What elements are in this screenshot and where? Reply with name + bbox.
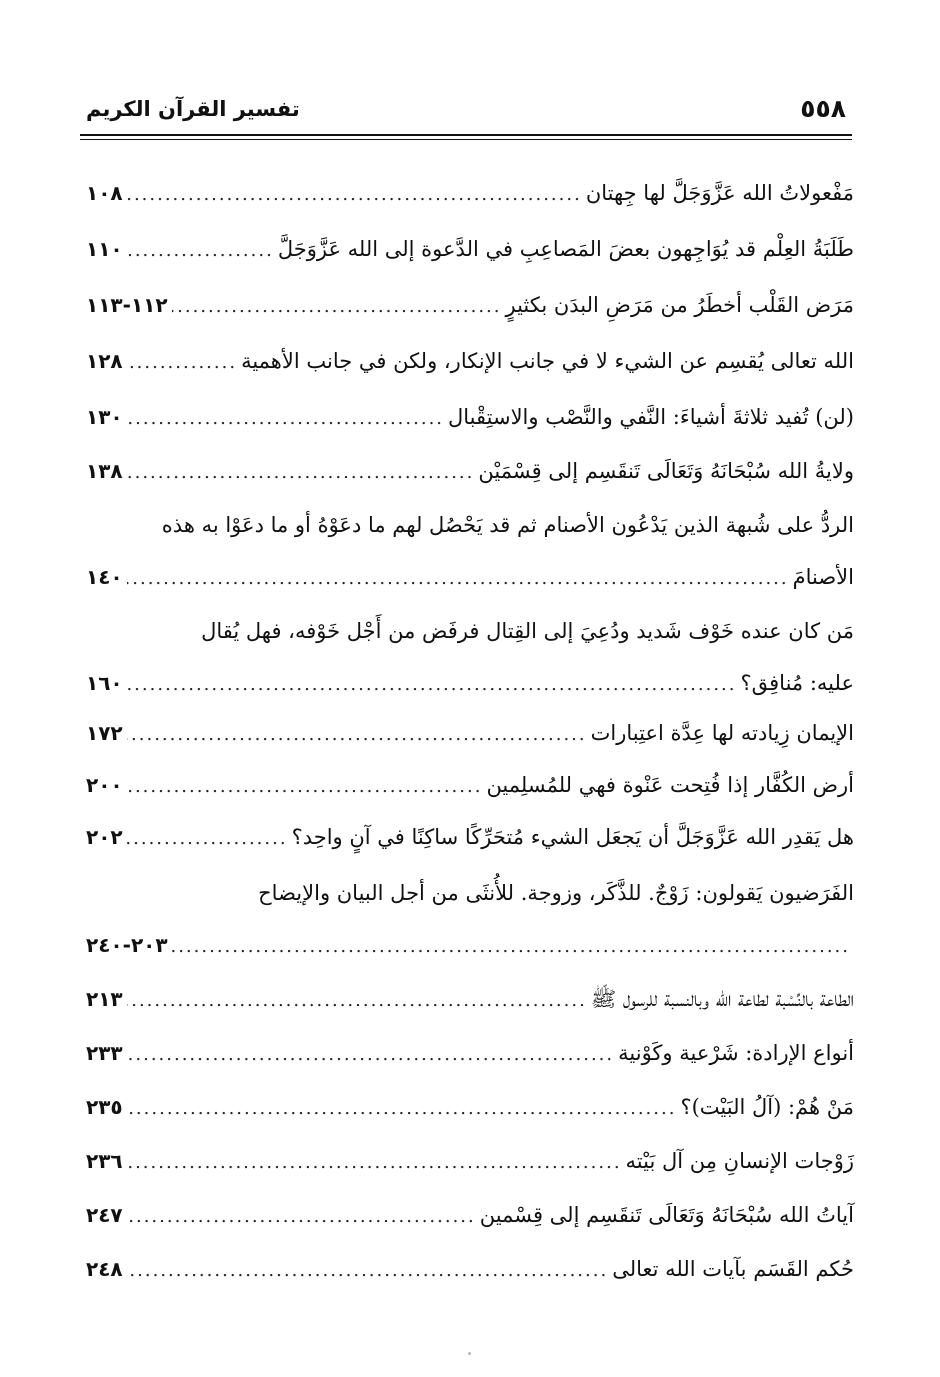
dot-leader [127,1200,476,1230]
toc-entry-title: مَن كان عنده خَوْف شَديد ودُعِيَ إلى القِتال فرفَض من أَجْل خَوْفه، فهل يُقال [201,619,854,643]
scan-speck [468,1352,471,1355]
header-divider-thin [80,139,852,140]
toc-entry-page: ٢٣٦ [86,1149,123,1173]
toc-entry [86,442,854,486]
toc-entry [86,1186,854,1230]
toc-entry [86,1240,854,1284]
toc-entry-page: ٢٤٨ [86,1257,123,1281]
toc-entry-title: طَلَبَةُ العِلْم قد يُوَاجِهون بعضَ المَصاعِبِ في الدَّعوة إلى الله عَزَّوَجَلَّ [277,237,854,261]
toc-entry-continued [86,602,854,646]
dot-leader [127,822,288,852]
dot-leader [127,1146,622,1176]
toc-entry-title: أرض الكُفَّار إذا فُتِحت عَنْوة فهي للمُسلِمين [486,773,854,797]
dot-leader [172,930,850,960]
toc-entry-page: ١٠٨ [86,181,123,205]
book-title: تفسير القرآن الكريم [86,97,300,121]
dot-leader [127,770,483,800]
dot-leader [127,984,587,1014]
toc-entry-page: ١١٠ [86,237,123,261]
toc-entry-page: ١١٢-١١٣ [86,293,168,317]
toc-entry [86,332,854,376]
page-header [80,92,852,132]
toc-entry [86,916,854,960]
toc-entry-page: ٢١٣ [86,987,123,1011]
toc-entry [86,704,854,748]
dot-leader [127,668,737,698]
toc-entry-page: ٢٠٣-٢٤٠ [86,933,168,957]
dot-leader [172,290,502,320]
toc-entry [86,808,854,852]
dot-leader [127,1254,609,1284]
dot-leader [127,562,789,592]
toc-entry-page: ٢٤٧ [86,1203,123,1227]
toc-entry-title: زَوْجات الإنسانِ مِن آل بَيْته [625,1149,854,1173]
toc-entry-title: مَرَض القَلْب أخطَرُ من مَرَضِ البدَن بكثيرٍ [505,293,854,317]
toc-entry-title: الفَرَضيون يَقولون: زَوْجٌ. للذَّكَر، وزوجة. للأُنثَى من أجل البيان والإيضاح [258,881,854,905]
toc-entry-page: ١٦٠ [86,671,123,695]
toc-entry-title: مَفْعولاتُ الله عَزَّوَجَلَّ لها جِهتان [585,181,854,205]
toc-entry [86,1132,854,1176]
toc-entry-page: ١٣٨ [86,459,123,483]
toc-entry-title: الطاعة بالنِّسْبة لطاعة الله وبالنسبة للرسول ﷺ [590,987,854,1011]
dot-leader [127,402,444,432]
toc-entry-continued [86,496,854,540]
toc-entry [86,276,854,320]
dot-leader [127,718,587,748]
toc-entry-page: ٢٣٥ [86,1095,123,1119]
toc-entry [86,220,854,264]
toc-entry [86,388,854,432]
toc-entry-title: مَنْ هُمْ: (آلُ البَيْت)؟ [680,1095,854,1119]
toc-entry-page: ١٤٠ [86,565,123,589]
toc-entry-title: آياتُ الله سُبْحَانَهُ وَتَعَالَى تَنقَسِم إلى قِسْمين [479,1203,854,1227]
toc-entry-title: ولايةُ الله سُبْحَانَهُ وَتَعَالَى تَنقَسِم إلى قِسْمَيْن [478,459,854,483]
toc-entry-page: ٢٣٣ [86,1041,123,1065]
toc-entry-title: حُكم القَسَم بآيات الله تعالى [612,1257,854,1281]
toc-entry [86,548,854,592]
toc-entry-title: الأصنامَ [792,565,854,589]
toc-entry [86,654,854,698]
dot-leader [127,1038,615,1068]
toc-entry-page: ١٢٨ [86,349,123,373]
toc-entry-title: الردُّ على شُبهة الذين يَدْعُون الأصنام ثم قد يَحْصُل لهم ما دعَوْهُ أو ما دعَوْا به هذه [161,513,854,537]
dot-leader [127,1092,677,1122]
toc-entry-title: (لن) تُفيد ثلاثةَ أشياءَ: النَّفي والنَّصْب والاستِقْبال [448,405,854,429]
header-divider [80,134,852,136]
toc-entry [86,1024,854,1068]
toc-entry [86,164,854,208]
toc-entry-title: أنواع الإرادة: شَرْعية وكَوْنية [618,1041,854,1065]
toc-entry-page: ١٧٢ [86,721,123,745]
toc-entry [86,756,854,800]
toc-entry-title: الله تعالى يُقسِم عن الشيء لا في جانب الإنكار، ولكن في جانب الأهمية [241,349,854,373]
toc-entry [86,1078,854,1122]
toc-entry [86,970,854,1014]
dot-leader [127,178,582,208]
toc-entry-continued [86,864,854,908]
dot-leader [127,234,274,264]
toc-entry-page: ٢٠٢ [86,825,123,849]
toc-entry-title: الإيمان زِيادته لها عِدَّة اعتِبارات [590,721,854,745]
toc-entry-page: ١٣٠ [86,405,123,429]
toc-entry-page: ٢٠٠ [86,773,123,797]
dot-leader [127,456,475,486]
dot-leader [127,346,237,376]
toc-entry-title: عليه: مُنافِق؟ [740,671,854,695]
toc-entry-title: هل يَقدِر الله عَزَّوَجَلَّ أن يَجعَل الشيء مُتحَرِّكًا ساكِنًا في آنٍ واحِد؟ [291,825,854,849]
page-number: ٥٥٨ [800,94,846,123]
